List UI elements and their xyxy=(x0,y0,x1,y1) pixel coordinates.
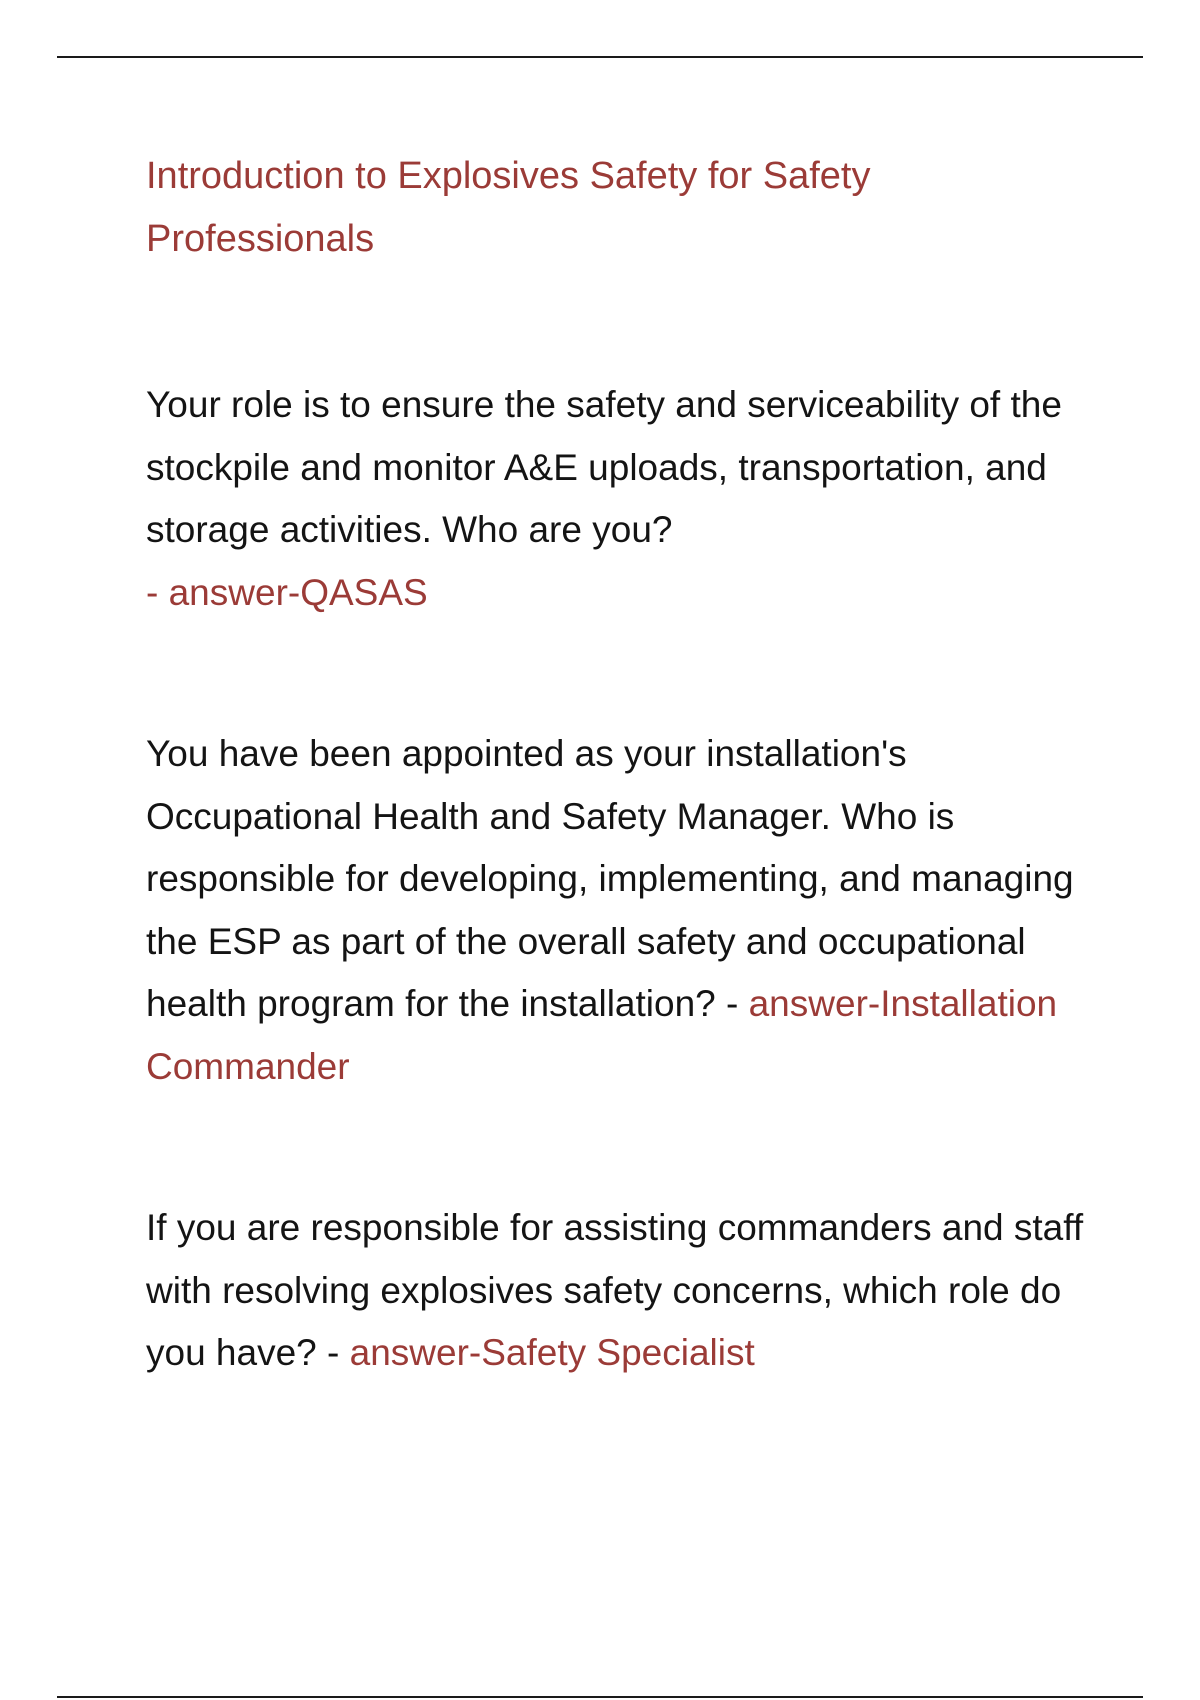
document-body xyxy=(146,145,1106,1385)
qa-item-2 xyxy=(146,723,1106,1098)
answer-text: answer-Installation Commander xyxy=(146,983,1058,1087)
top-rule xyxy=(57,56,1143,58)
answer-text: answer-QASAS xyxy=(168,571,428,613)
answer-text: answer-Safety Specialist xyxy=(349,1332,755,1373)
document-title: Introduction to Explosives Safety for Safety Professionals xyxy=(146,155,871,260)
qa-item-1 xyxy=(146,374,1106,624)
answer-separator: - xyxy=(146,571,169,613)
question-text: You have been appointed as your installation's Occupational Health and Safety Manager. Who is responsible for developing, implementing, and managing the ESP as part of the overall safety and occupational health program for the installation? - xyxy=(146,733,1074,1024)
bottom-rule xyxy=(57,1696,1143,1698)
question-text: If you are responsible for assisting commanders and staff with resolving explosives safety concerns, which role do you have? - xyxy=(146,1207,1084,1373)
qa-item-3 xyxy=(146,1197,1106,1385)
question-text: Your role is to ensure the safety and serviceability of the stockpile and monitor A&E uploads, transportation, and storage activities. Who are you? xyxy=(146,384,1062,550)
